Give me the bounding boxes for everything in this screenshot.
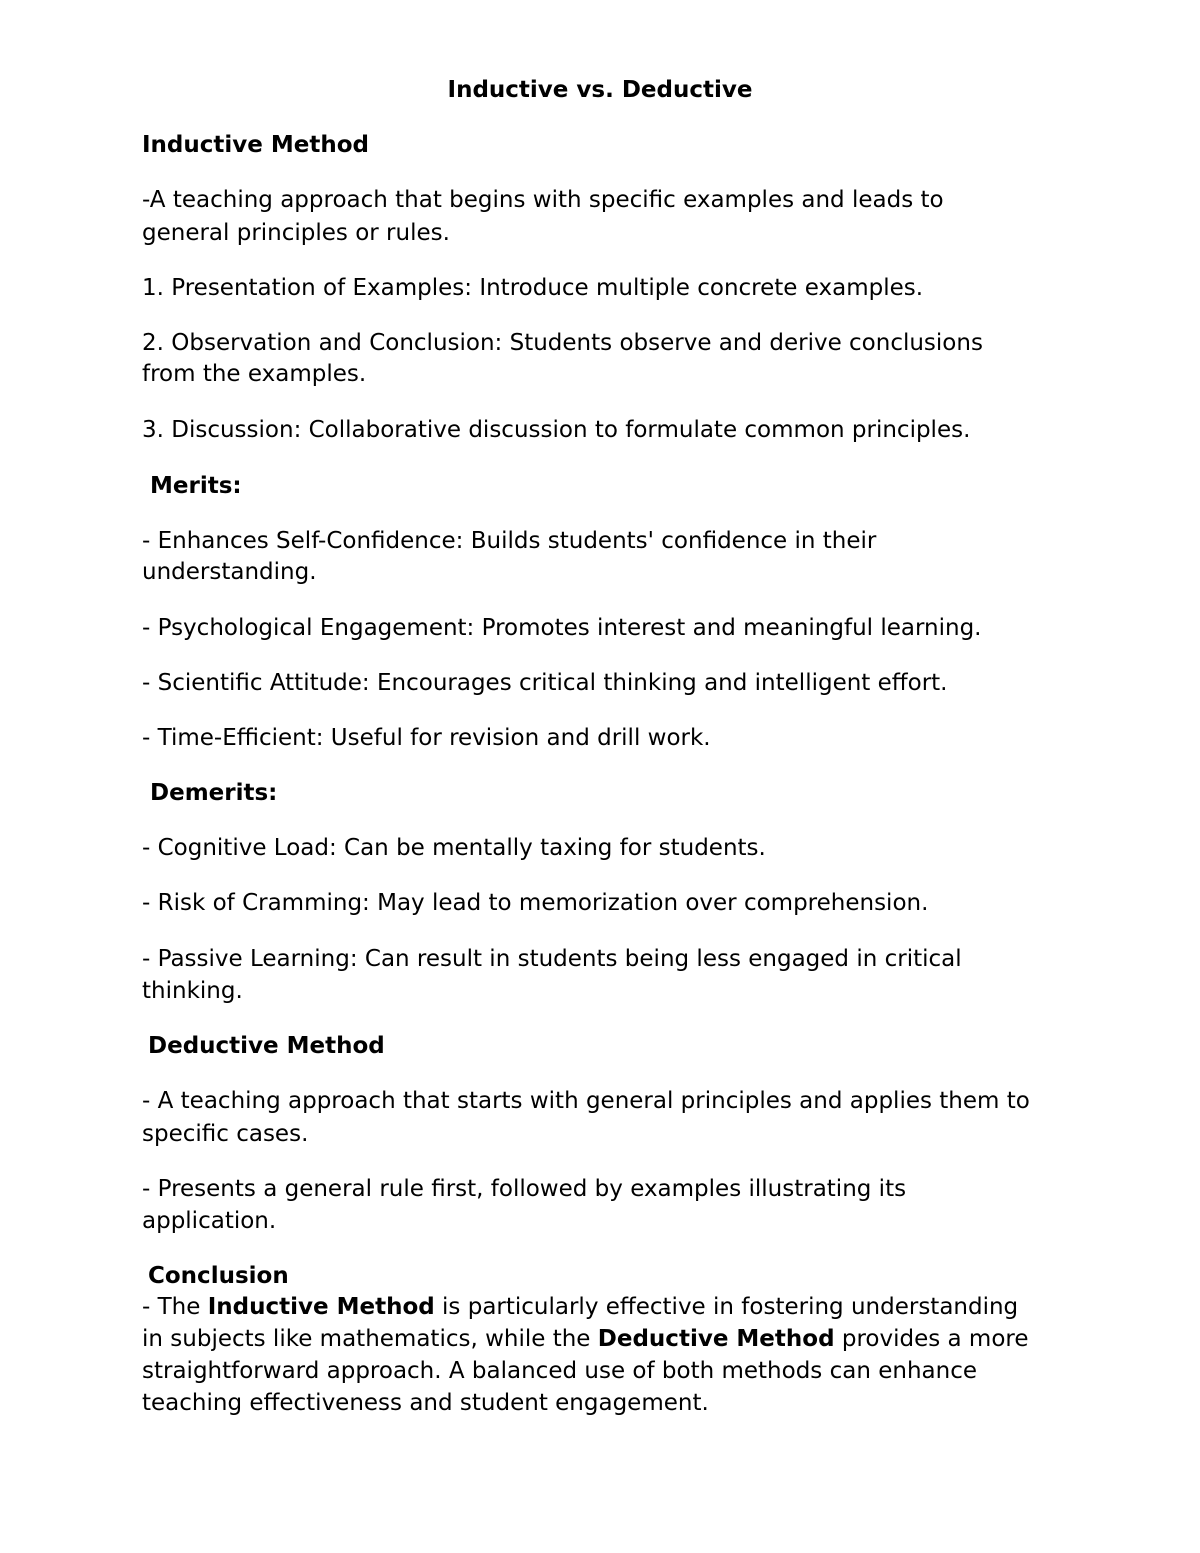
inductive-step-1: 1. Presentation of Examples: Introduce multiple concrete examples. <box>142 275 924 301</box>
conclusion-heading: Conclusion <box>148 1263 289 1289</box>
inductive-definition-line-2: general principles or rules. <box>142 220 450 246</box>
conclusion-line-1 <box>142 1291 1072 1323</box>
conclusion-line-3: straightforward approach. A balanced use of both methods can enhance <box>142 1358 977 1384</box>
demerit-item-1: - Cognitive Load: Can be mentally taxing for students. <box>142 835 766 861</box>
merit-item-3: - Scientific Attitude: Encourages critical thinking and intelligent effort. <box>142 670 948 696</box>
conclusion-text: in subjects like mathematics, while the <box>142 1326 598 1352</box>
demerit-item-3-line-1: - Passive Learning: Can result in students being less engaged in critical <box>142 946 962 972</box>
merit-item-2: - Psychological Engagement: Promotes interest and meaningful learning. <box>142 615 982 641</box>
deductive-method-emphasis: Deductive Method <box>597 1326 835 1352</box>
merit-item-1-line-2: understanding. <box>142 559 317 585</box>
conclusion-line-4: teaching effectiveness and student engagement. <box>142 1390 709 1416</box>
deductive-item-1-line-1: - A teaching approach that starts with general principles and applies them to <box>142 1088 1030 1114</box>
conclusion-line-2 <box>142 1323 1072 1355</box>
inductive-step-2-line-2: from the examples. <box>142 361 367 387</box>
inductive-method-emphasis: Inductive Method <box>207 1294 435 1320</box>
merit-item-1-line-1: - Enhances Self-Confidence: Builds students' confidence in their <box>142 528 877 554</box>
conclusion-text: provides a more <box>834 1326 1029 1352</box>
inductive-step-3: 3. Discussion: Collaborative discussion to formulate common principles. <box>142 417 971 443</box>
merits-heading: Merits: <box>150 473 242 499</box>
demerits-heading: Demerits: <box>150 780 278 806</box>
conclusion-text: is particularly effective in fostering understanding <box>434 1294 1019 1320</box>
deductive-heading: Deductive Method <box>148 1033 385 1059</box>
inductive-step-2-line-1: 2. Observation and Conclusion: Students observe and derive conclusions <box>142 330 983 356</box>
document-title: Inductive vs. Deductive <box>447 77 753 103</box>
demerit-item-3-line-2: thinking. <box>142 978 243 1004</box>
merit-item-4: - Time-Efficient: Useful for revision and drill work. <box>142 725 711 751</box>
inductive-definition-line-1: -A teaching approach that begins with specific examples and leads to <box>142 187 944 213</box>
conclusion-text: - The <box>142 1294 208 1320</box>
deductive-item-2-line-2: application. <box>142 1208 277 1234</box>
inductive-heading: Inductive Method <box>142 132 370 158</box>
demerit-item-2: - Risk of Cramming: May lead to memorization over comprehension. <box>142 890 929 916</box>
deductive-item-1-line-2: specific cases. <box>142 1121 309 1147</box>
deductive-item-2-line-1: - Presents a general rule first, followed by examples illustrating its <box>142 1176 907 1202</box>
